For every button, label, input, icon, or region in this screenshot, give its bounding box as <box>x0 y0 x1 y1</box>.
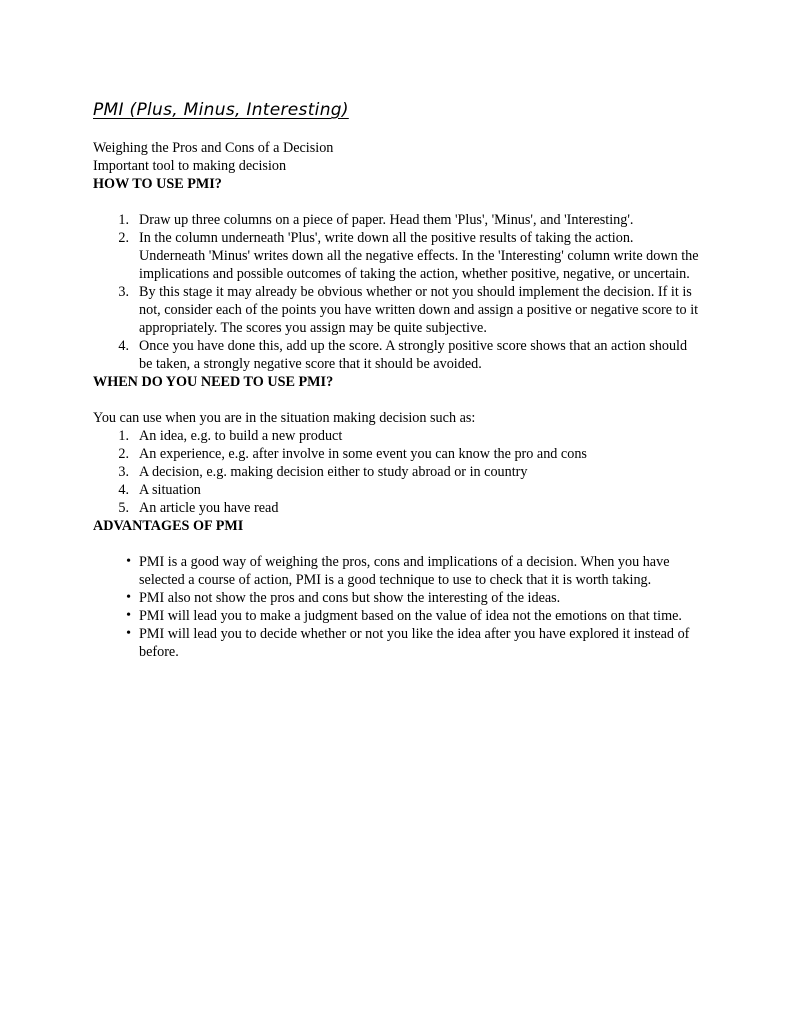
list-item <box>93 553 703 589</box>
list-item-text: An article you have read <box>139 500 279 516</box>
list-marker: 4. <box>118 482 129 498</box>
bullet-icon: • <box>126 590 131 605</box>
list-item-text: PMI will lead you to decide whether or not you like the idea after you have explored it instead of before. <box>139 626 690 660</box>
list-item <box>93 445 703 463</box>
list-item-text: Draw up three columns on a piece of paper. Head them 'Plus', 'Minus', and 'Interesting'. <box>139 212 634 228</box>
list-item <box>93 607 703 625</box>
list-item-text: An experience, e.g. after involve in some event you can know the pro and cons <box>139 446 587 462</box>
section-heading-advantages: ADVANTAGES OF PMI <box>93 518 244 534</box>
list-item-text: By this stage it may already be obvious whether or not you should implement the decision. If it is not, consider each of the points you have written down and assign a positive or negative score to it appropriately. The scores you assign may be quite subjective. <box>139 284 699 336</box>
list-item <box>93 337 703 373</box>
document-page <box>93 98 703 661</box>
subtitle-line: Important tool to making decision <box>93 158 287 174</box>
list-item <box>93 427 703 445</box>
bullet-icon: • <box>126 626 131 641</box>
list-item <box>93 625 703 661</box>
document-title: PMI (Plus, Minus, Interesting) <box>93 100 349 120</box>
list-item-text: PMI is a good way of weighing the pros, cons and implications of a decision. When you have selected a course of action, PMI is a good technique to use to check that it is worth taking. <box>139 554 670 588</box>
list-marker: 2. <box>118 230 129 246</box>
bullet-icon: • <box>126 554 131 569</box>
list-item <box>93 481 703 499</box>
list-marker: 3. <box>118 464 129 480</box>
section-heading-when-to-use: WHEN DO YOU NEED TO USE PMI? <box>93 374 334 390</box>
list-item-text: An idea, e.g. to build a new product <box>139 428 343 444</box>
list-item <box>93 229 703 283</box>
list-marker: 1. <box>118 428 129 444</box>
list-marker: 4. <box>118 338 129 354</box>
list-item <box>93 589 703 607</box>
advantages-list <box>93 553 703 661</box>
subtitle-block <box>93 139 703 175</box>
bullet-icon: • <box>126 608 131 623</box>
list-item-text: PMI will lead you to make a judgment based on the value of idea not the emotions on that time. <box>139 608 682 624</box>
list-item <box>93 283 703 337</box>
list-marker: 3. <box>118 284 129 300</box>
list-marker: 1. <box>118 212 129 228</box>
list-item <box>93 211 703 229</box>
how-to-use-list <box>93 211 703 373</box>
when-to-use-list <box>93 427 703 517</box>
list-marker: 2. <box>118 446 129 462</box>
list-item <box>93 499 703 517</box>
subtitle-line: Weighing the Pros and Cons of a Decision <box>93 140 334 156</box>
list-item-text: PMI also not show the pros and cons but show the interesting of the ideas. <box>139 590 561 606</box>
list-item-text: Once you have done this, add up the score. A strongly positive score shows that an action should be taken, a strongly negative score that it should be avoided. <box>139 338 688 372</box>
list-item-text: A decision, e.g. making decision either to study abroad or in country <box>139 464 528 480</box>
list-item-text: A situation <box>139 482 201 498</box>
list-item <box>93 463 703 481</box>
list-item-text: In the column underneath 'Plus', write down all the positive results of taking the action. Underneath 'Minus' writes down all the negative effects. In the 'Interesting' column write down the implications and possible outcomes of taking the action, whether positive, negative, or uncertain. <box>139 230 699 282</box>
when-to-use-intro: You can use when you are in the situation making decision such as: <box>93 410 476 426</box>
list-marker: 5. <box>118 500 129 516</box>
section-heading-how-to-use: HOW TO USE PMI? <box>93 176 222 192</box>
